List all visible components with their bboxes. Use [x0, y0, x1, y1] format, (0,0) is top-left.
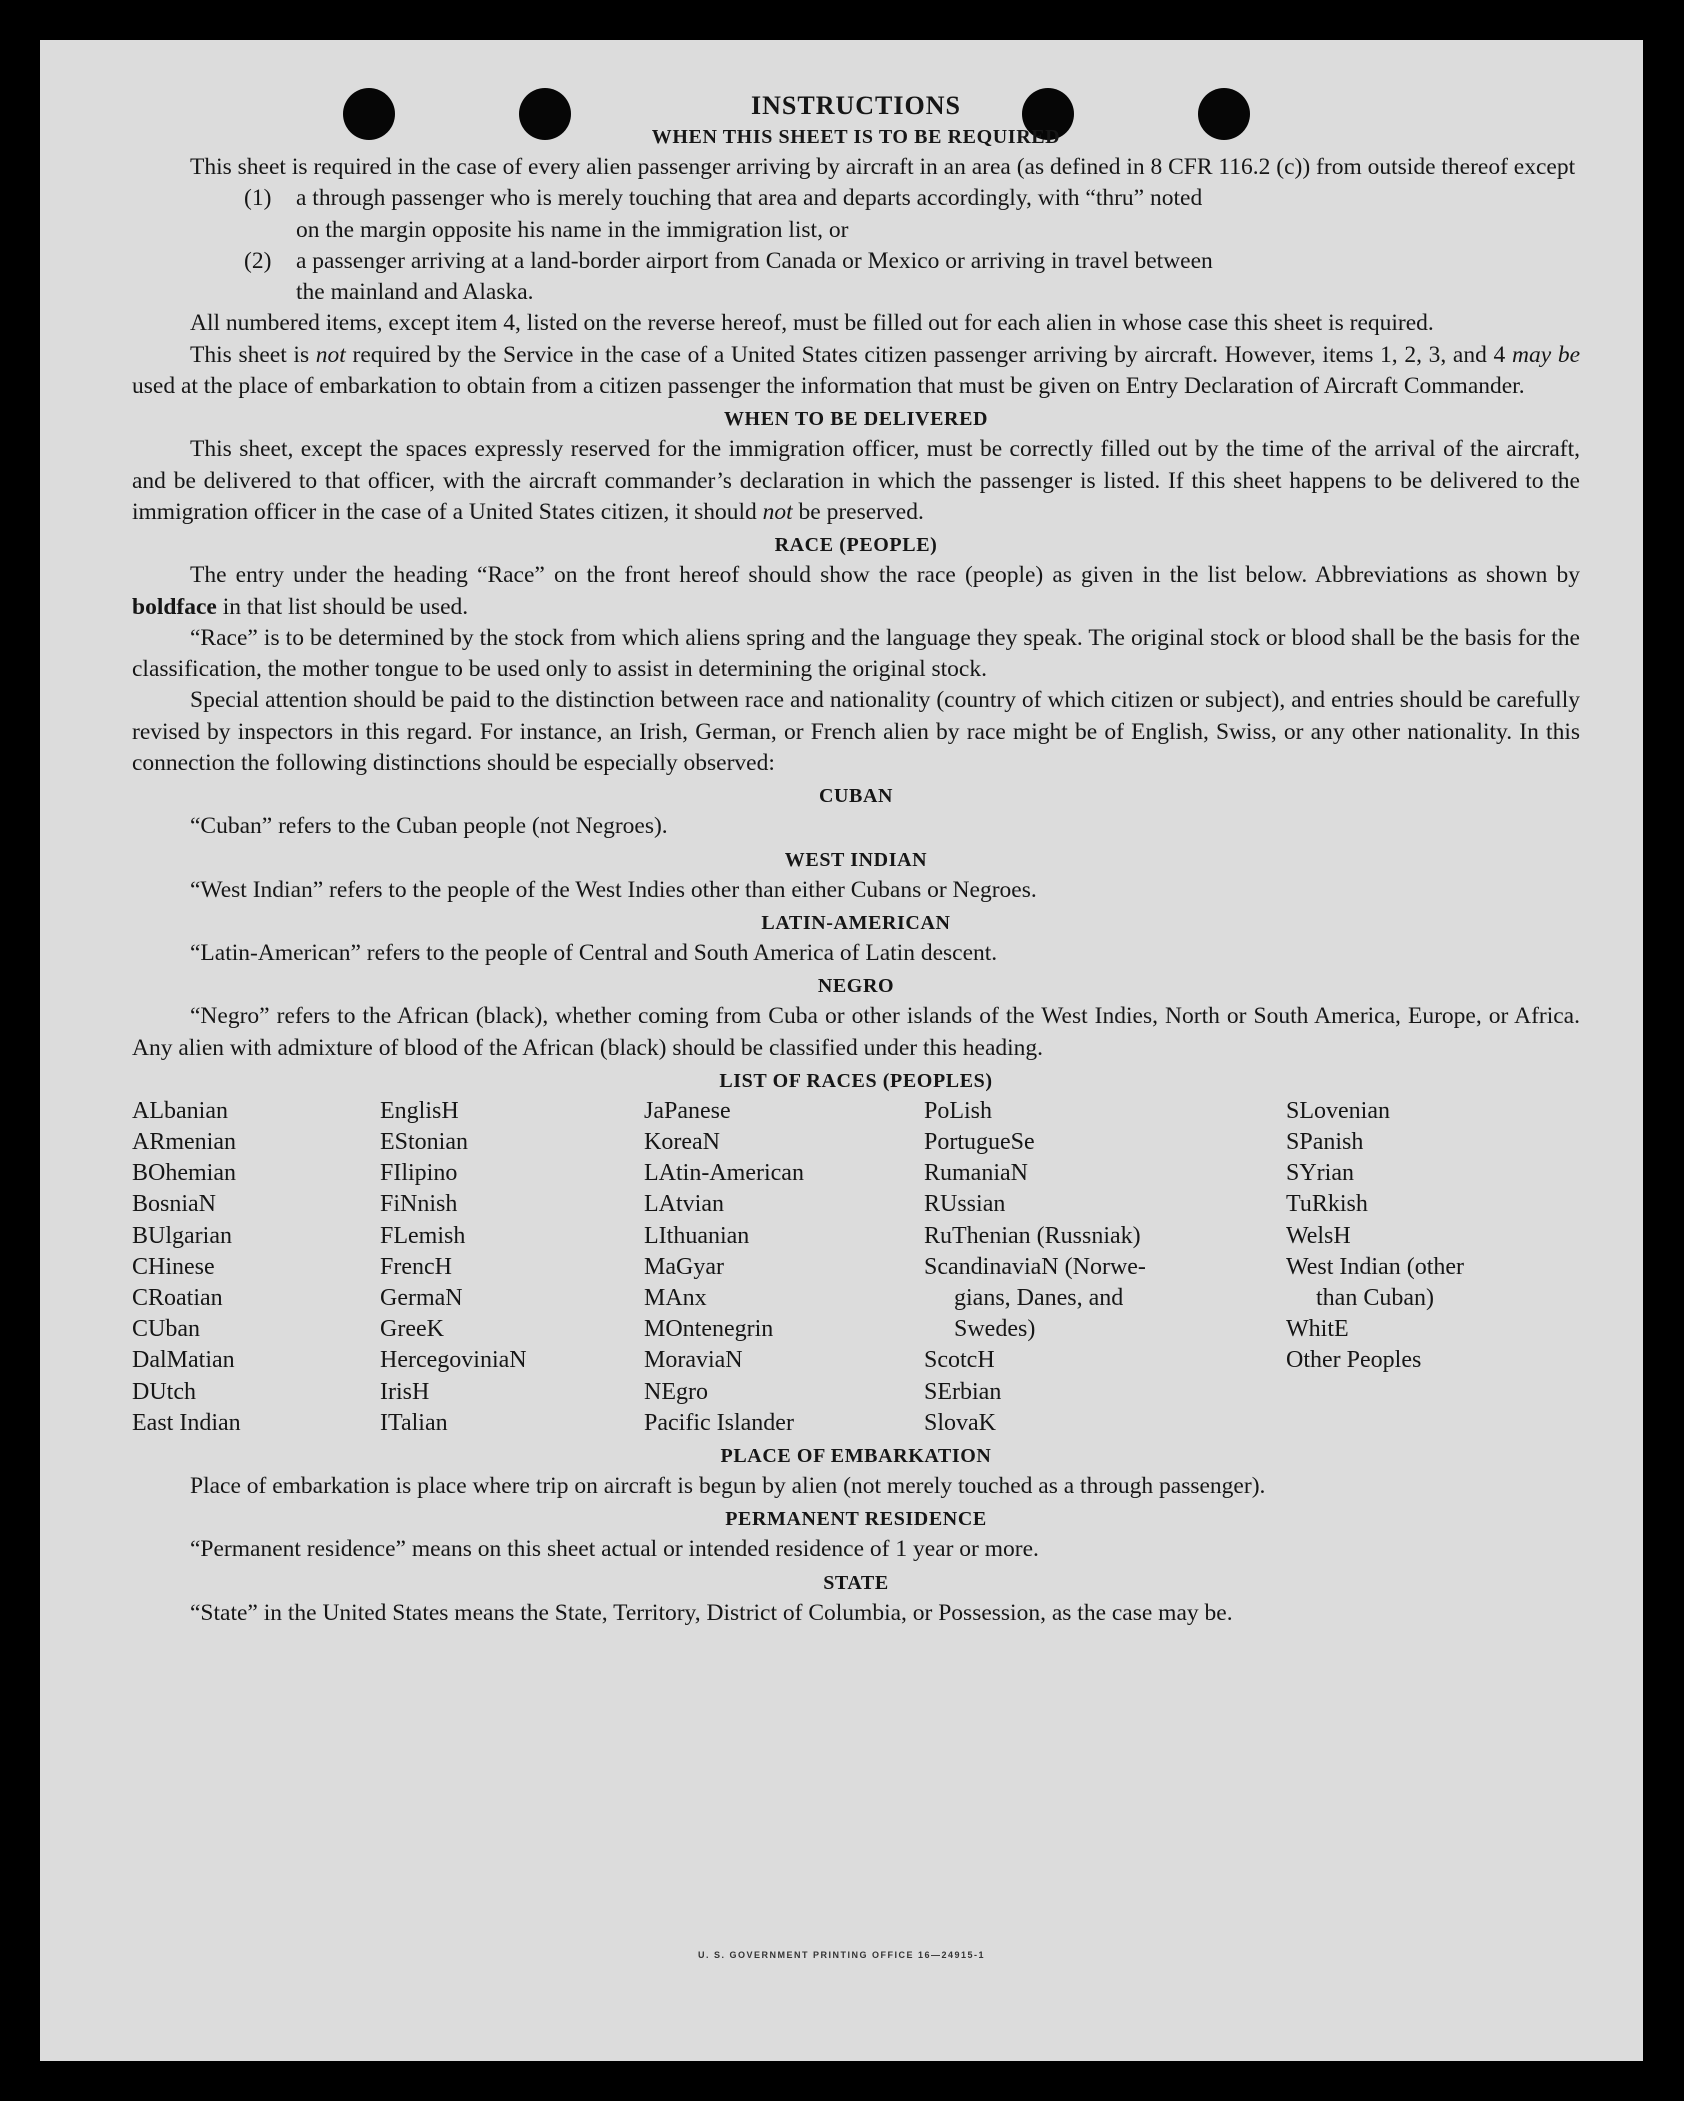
section-heading-embarkation: PLACE OF EMBARKATION	[720, 1445, 992, 1468]
race-column	[1286, 1096, 1580, 1439]
race-item: LIthuanian	[644, 1222, 750, 1249]
race-item: MaGyar	[644, 1253, 724, 1280]
race-item: MoraviaN	[644, 1347, 743, 1374]
section-heading-cuban: CUBAN	[818, 785, 894, 808]
race-item: WelsH	[1286, 1222, 1351, 1249]
race-item: SLovenian	[1286, 1097, 1390, 1124]
race-item: FrencH	[380, 1253, 452, 1280]
race-item: Swedes)	[954, 1316, 1036, 1343]
intro-paragraph: This sheet is required in the case of every alien passenger arriving by aircraft in an area (as defined in 8 CFR 116.2 (c)) from outside thereof except	[190, 154, 1576, 180]
race-item: LAtvian	[644, 1191, 724, 1218]
race-item: DUtch	[132, 1378, 196, 1405]
exception-text: the mainland and Alaska.	[296, 279, 534, 306]
race-item: BUlgarian	[132, 1222, 232, 1249]
document-sheet	[40, 40, 1643, 2061]
state-paragraph: “State” in the United States means the State, Territory, District of Columbia, or Possession, as the case may be.	[190, 1599, 1233, 1626]
race-item: FIlipino	[380, 1160, 458, 1187]
race-item: ITalian	[380, 1409, 448, 1436]
cuban-paragraph: “Cuban” refers to the Cuban people (not Negroes).	[190, 813, 668, 840]
race-item: KoreaN	[644, 1129, 720, 1156]
printer-imprint: U. S. GOVERNMENT PRINTING OFFICE 16—24915-1	[697, 1950, 986, 1960]
race-item: MOntenegrin	[644, 1316, 774, 1343]
race-item: Other Peoples	[1286, 1347, 1422, 1374]
page-title: INSTRUCTIONS	[751, 91, 961, 120]
race-item: West Indian (other	[1286, 1253, 1465, 1280]
instructions-content	[132, 90, 1580, 1629]
race-column	[132, 1096, 380, 1439]
race-item: FiNnish	[380, 1191, 458, 1218]
exception-text: a through passenger who is merely touching that area and departs accordingly, with “thru” noted	[296, 185, 1203, 212]
negro-paragraph: “Negro” refers to the African (black), whether coming from Cuba or other islands of the West Indies, North or South America, Europe, or Africa. Any alien with admixture of blood of the African (black) should be classified under this heading.	[132, 1003, 1580, 1061]
race-item: East Indian	[132, 1409, 241, 1436]
section-heading-west-indian: WEST INDIAN	[784, 848, 928, 871]
numbered-items-paragraph: All numbered items, except item 4, listed on the reverse hereof, must be filled out for each alien in whose case this sheet is required.	[190, 310, 1434, 337]
race-item: ScandinaviaN (Norwe-	[924, 1253, 1146, 1280]
exception-text: on the margin opposite his name in the immigration list, or	[296, 216, 849, 243]
race-column	[924, 1096, 1286, 1439]
latin-american-paragraph: “Latin-American” refers to the people of Central and South America of Latin descent.	[190, 939, 998, 966]
race-column	[644, 1096, 924, 1439]
race-item: GreeK	[380, 1316, 444, 1343]
embarkation-paragraph: Place of embarkation is place where trip on aircraft is begun by alien (not merely touched as a through passenger).	[190, 1473, 1266, 1500]
race-item: NEgro	[644, 1378, 708, 1405]
race-item: gians, Danes, and	[954, 1285, 1124, 1312]
race-item: RumaniaN	[924, 1160, 1028, 1187]
exception-item	[132, 246, 1580, 309]
race-item: MAnx	[644, 1285, 707, 1312]
race-column	[380, 1096, 644, 1439]
race-item: DalMatian	[132, 1347, 235, 1374]
section-heading-state: STATE	[823, 1571, 889, 1594]
residence-paragraph: “Permanent residence” means on this sheet actual or intended residence of 1 year or more.	[190, 1536, 1039, 1563]
race-item: WhitE	[1286, 1316, 1349, 1343]
race-item: CRoatian	[132, 1285, 223, 1312]
race-item: ScotcH	[924, 1347, 995, 1374]
exception-text: a passenger arriving at a land-border airport from Canada or Mexico or arriving in travel between	[296, 247, 1213, 274]
race-paragraph: The entry under the heading “Race” on the front hereof should show the race (people) as given in the list below. Abbreviations as shown by boldface in that list should be used.	[132, 562, 1580, 620]
race-item: IrisH	[380, 1378, 430, 1405]
race-item: JaPanese	[644, 1097, 731, 1124]
race-paragraph: Special attention should be paid to the distinction between race and nationality (country of which citizen or subject), and entries should be carefully revised by inspectors in this regard. For instance, an Irish, German, or French alien by race might be of English, Swiss, or any other nationality. In this connection the following distinctions should be especially observed:	[132, 687, 1580, 777]
race-item: FLemish	[380, 1222, 466, 1249]
race-item: EStonian	[380, 1129, 468, 1156]
exception-item	[132, 183, 1580, 246]
race-item: HercegoviniaN	[380, 1347, 527, 1374]
exception-number: (2)	[244, 247, 272, 274]
race-item: PoLish	[924, 1097, 993, 1124]
section-heading-latin-american: LATIN-AMERICAN	[761, 911, 951, 934]
section-heading-residence: PERMANENT RESIDENCE	[725, 1508, 987, 1531]
delivered-paragraph: This sheet, except the spaces expressly reserved for the immigration officer, must be correctly filled out by the time of the arrival of the aircraft, and be delivered to that officer, with the aircraft commander’s declaration in which the passenger is listed. If this sheet happens to be delivered to the immigration officer in the case of a United States citizen, it should not be preserved.	[132, 436, 1580, 525]
race-item: LAtin-American	[644, 1160, 804, 1187]
race-item: CHinese	[132, 1253, 215, 1280]
race-paragraph: “Race” is to be determined by the stock from which aliens spring and the language they speak. The original stock or blood shall be the basis for the classification, the mother tongue to be used only to assist in determining the original stock.	[132, 624, 1580, 683]
west-indian-paragraph: “West Indian” refers to the people of the West Indies other than either Cubans or Negroes.	[190, 876, 1037, 903]
race-item: SlovaK	[924, 1409, 996, 1436]
race-item: ALbanian	[132, 1097, 228, 1124]
citizen-paragraph: This sheet is not required by the Service in the case of a United States citizen passenger arriving by aircraft. However, items 1, 2, 3, and 4 may be used at the place of embarkation to obtain from a citizen passenger the information that must be given on Entry Declaration of Aircraft Commander.	[132, 341, 1580, 400]
race-item: RuThenian (Russniak)	[924, 1222, 1141, 1249]
race-item: SYrian	[1286, 1160, 1354, 1187]
race-item: EnglisH	[380, 1097, 459, 1124]
race-item: RUssian	[924, 1191, 1006, 1218]
race-item: SErbian	[924, 1378, 1002, 1405]
race-item: Pacific Islander	[644, 1409, 794, 1436]
race-item: GermaN	[380, 1285, 463, 1312]
race-item: than Cuban)	[1316, 1285, 1434, 1312]
race-list	[132, 1096, 1580, 1439]
race-item: SPanish	[1286, 1129, 1364, 1156]
exception-number: (1)	[244, 185, 272, 212]
race-item: BOhemian	[132, 1160, 236, 1187]
section-heading-delivered: WHEN TO BE DELIVERED	[723, 408, 989, 431]
race-item: ARmenian	[132, 1129, 236, 1156]
section-heading-required: WHEN THIS SHEET IS TO BE REQUIRED	[651, 126, 1061, 148]
race-item: BosniaN	[132, 1191, 216, 1218]
race-item: CUban	[132, 1316, 200, 1343]
section-heading-negro: NEGRO	[817, 975, 895, 998]
section-heading-race: RACE (PEOPLE)	[774, 534, 938, 557]
race-item: PortugueSe	[924, 1129, 1035, 1156]
section-heading-list-of-races: LIST OF RACES (PEOPLES)	[719, 1069, 993, 1092]
race-item: TuRkish	[1286, 1191, 1368, 1218]
